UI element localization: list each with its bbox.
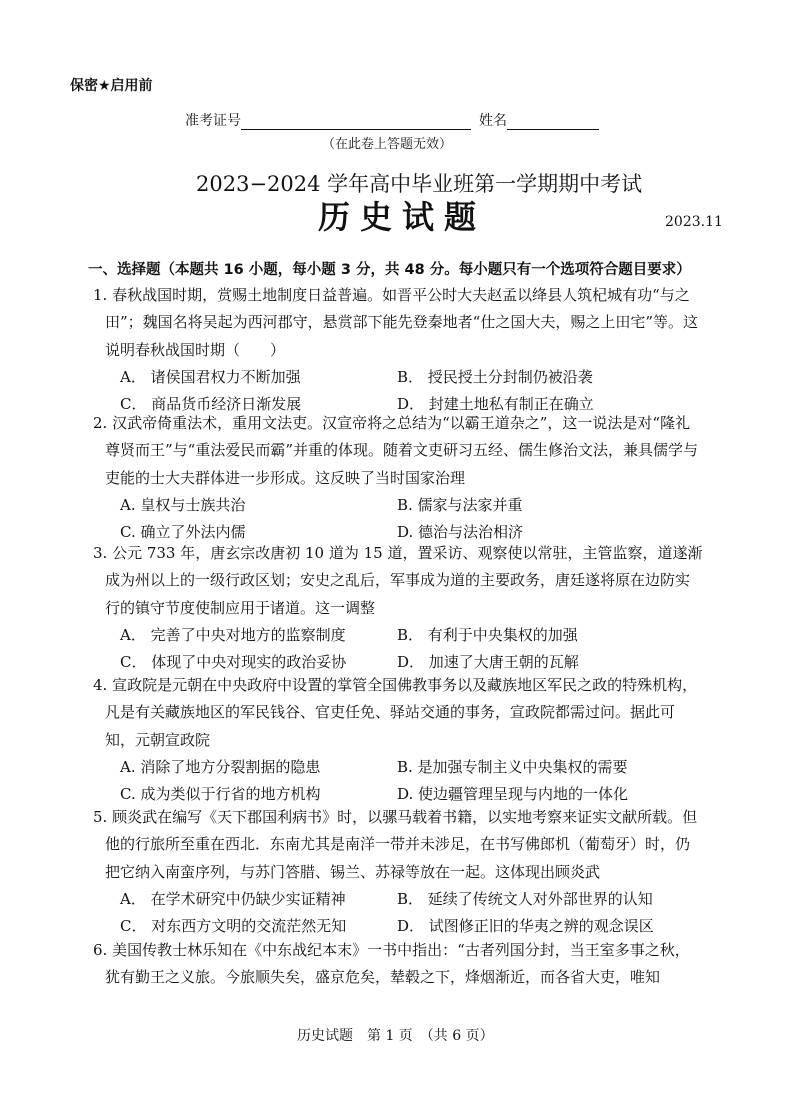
- question-4: [93, 672, 703, 808]
- question-stem: 1. 春秋战国时期，赏赐土地制度日益普遍。如晋平公时大夫赵孟以绛县人筑杞城有功“与之田”；魏国名将吴起为西河郡守，悬赏部下能先登秦地者“仕之国大夫，赐之上田宅”等。这说明春秋战国时期（ ）: [93, 286, 699, 359]
- question-1: [93, 282, 703, 418]
- option-c: C. 成为类似于行省的地方机构: [120, 785, 321, 804]
- answer-note: （在此卷上答题无效）: [322, 137, 453, 152]
- question-stem: 6. 美国传教士林乐知在《中东战纪本末》一书中指出：“古者列国分封，当王室多事之秋，犹有勤王之义旅。今旅顺失矣，盛京危矣，辇毂之下，烽烟渐近，而各省大吏，唯知: [93, 941, 690, 987]
- section-heading: 一、选择题（本题共 16 小题，每小题 3 分，共 48 分。每小题只有一个选项符合题目要求）: [88, 262, 691, 278]
- question-stem: 3. 公元 733 年，唐玄宗改唐初 10 道为 15 道，置采访、观察使以常驻，主管监察，道遂渐成为州以上的一级行政区划；安史之乱后，军事成为道的主要政务，唐廷遂将原在边防实行的镇守节度使制应用于诸道。这一调整: [93, 544, 703, 617]
- option-a: A． 完善了中央对地方的监察制度: [120, 625, 346, 644]
- option-d: D. 德治与法治相济: [397, 523, 524, 542]
- question-stem: 5. 顾炎武在编写《天下郡国利病书》时，以骡马载着书籍，以实地考察来证实文献所载。但他的行旅所至重在西北．东南尤其是南洋一带并未涉足，在书写佛郎机（葡萄牙）时，仍把它纳入南蛮序列，与苏门答腊、锡兰、苏禄等放在一起。这体现出顾炎武: [93, 808, 698, 881]
- option-d: D. 使边疆管理呈现与内地的一体化: [397, 785, 629, 804]
- option-b: B． 有利于中央集权的加强: [397, 625, 578, 644]
- name-blank[interactable]: [507, 115, 599, 130]
- question-6: [93, 937, 703, 992]
- option-c: C． 商品货币经济日渐发展: [120, 395, 302, 414]
- subject-title: 历史试题: [318, 198, 487, 236]
- question-3: [93, 540, 703, 676]
- exam-date: 2023.11: [665, 214, 723, 230]
- confidential-label: 保密★启用前: [70, 78, 153, 94]
- option-a: A． 诸侯国君权力不断加强: [120, 367, 301, 386]
- option-c: C． 对东西方文明的交流茫然无知: [120, 917, 347, 936]
- name-label: 姓名: [479, 113, 507, 129]
- option-d: D． 加速了大唐王朝的瓦解: [397, 653, 579, 672]
- exam-title: 2023−2024 学年高中毕业班第一学期期中考试: [196, 172, 643, 196]
- question-stem: 4. 宣政院是元朝在中央政府中设置的掌管全国佛教事务以及藏族地区军民之政的特殊机构，凡是有关藏族地区的军民钱谷、官吏任免、驿站交通的事务，宣政院都需过问。据此可知，元朝宣政院: [93, 676, 698, 749]
- page-footer: 历史试题 第 1 页 （共 6 页）: [297, 1028, 494, 1044]
- option-c: C. 确立了外法内儒: [120, 523, 246, 542]
- option-a: A． 在学术研究中仍缺少实证精神: [120, 889, 346, 908]
- option-b: B． 授民授土分封制仍被沿袭: [397, 367, 593, 386]
- question-5: [93, 804, 703, 940]
- candidate-info-row: [185, 110, 599, 130]
- exam-number-label: 准考证号: [185, 113, 241, 129]
- question-2: [93, 410, 703, 546]
- option-b: B. 是加强专制主义中央集权的需要: [397, 757, 628, 776]
- question-stem: 2. 汉武帝倚重法术，重用文法吏。汉宣帝将之总结为“以霸王道杂之”，这一说法是对“隆礼尊贤而王”与“重法爱民而霸”并重的体现。随着文吏研习五经、儒生修治文法，兼具儒学与吏能的士大夫群体进一步形成。这反映了当时国家治理: [93, 414, 699, 487]
- option-d: D． 封建土地私有制正在确立: [397, 395, 594, 414]
- option-a: A. 消除了地方分裂割据的隐患: [120, 757, 321, 776]
- option-b: B. 儒家与法家并重: [397, 495, 523, 514]
- exam-number-blank[interactable]: [241, 115, 471, 130]
- option-a: A. 皇权与士族共治: [120, 495, 246, 514]
- option-c: C． 体现了中央对现实的政治妥协: [120, 653, 347, 672]
- option-b: B． 延续了传统文人对外部世界的认知: [397, 889, 653, 908]
- option-d: D． 试图修正旧的华夷之辨的观念误区: [397, 917, 654, 936]
